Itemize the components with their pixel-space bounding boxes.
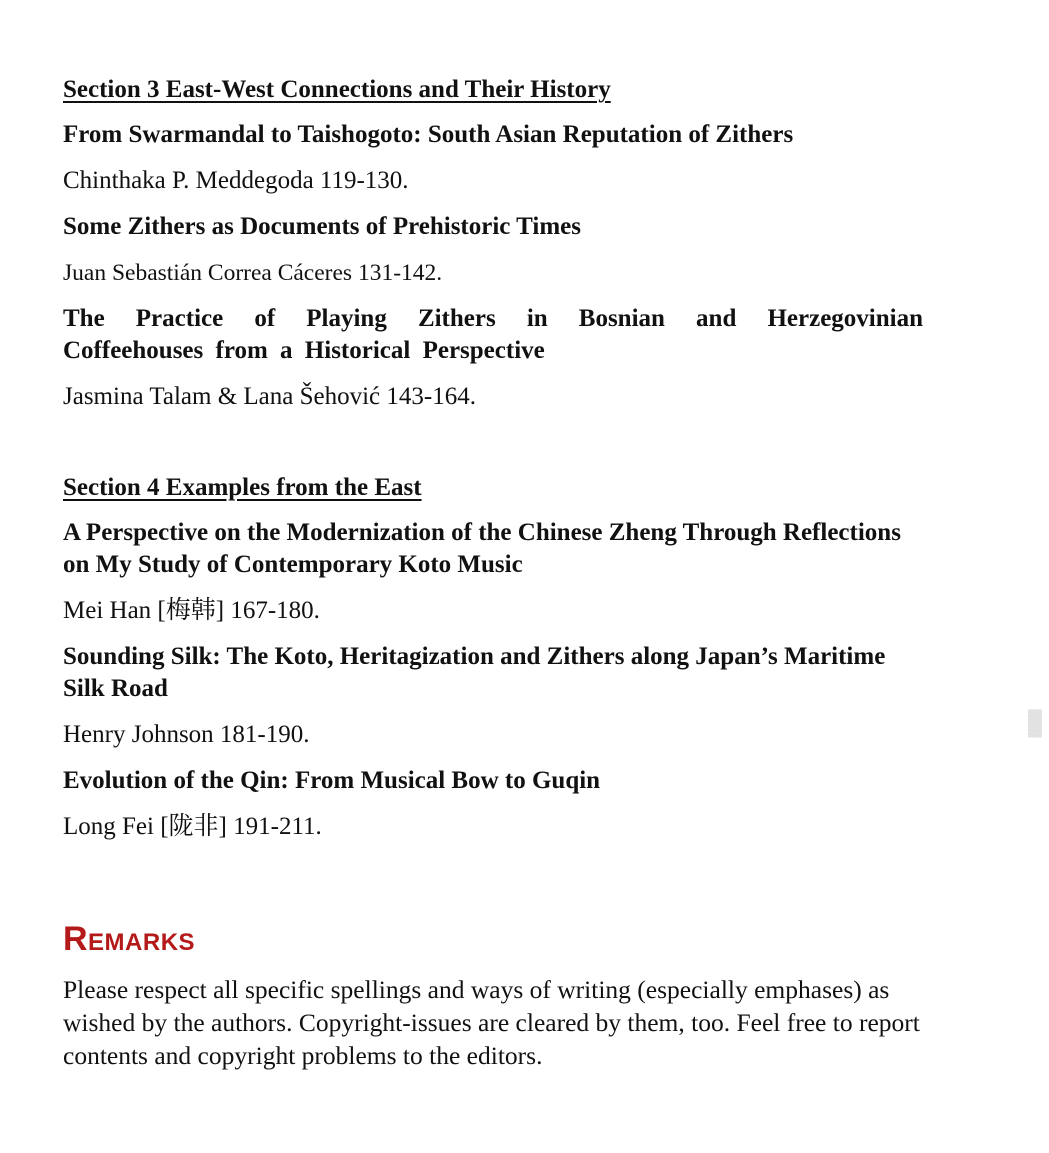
entry-authors: Juan Sebastián Correa Cáceres 131-142.: [63, 260, 443, 286]
entry-sounding-silk: [63, 641, 923, 751]
entry-swarmandal: [63, 119, 923, 197]
entry-title: The Practice of Playing Zithers in Bosnian and Herzegovinian Coffeehouses from a Historical Perspective: [63, 305, 923, 364]
entry-title: Some Zithers as Documents of Prehistoric Times: [63, 213, 582, 240]
entry-qin: [63, 765, 923, 843]
entry-title: From Swarmandal to Taishogoto: South Asian Reputation of Zithers: [63, 121, 794, 148]
section-3-heading: Section 3 East-West Connections and Their History: [63, 76, 611, 103]
entry-prehistoric: [63, 211, 923, 289]
entry-title: A Perspective on the Modernization of the Chinese Zheng Through Reflections on My Study of Contemporary Koto Music: [63, 519, 901, 578]
entry-authors: Long Fei [陇非] 191-211.: [63, 813, 322, 840]
entry-coffeehouses: [63, 303, 923, 413]
entry-title: Sounding Silk: The Koto, Heritagization and Zithers along Japan’s Maritime Silk Road: [63, 643, 886, 702]
watermark-mark: ▒▒▒▒▒▒▒▒▒▒▒▒: [1028, 710, 1042, 738]
entry-authors: Mei Han [梅韩] 167-180.: [63, 597, 320, 624]
entry-title: Evolution of the Qin: From Musical Bow to Guqin: [63, 767, 601, 794]
entry-authors: Chinthaka P. Meddegoda 119-130.: [63, 167, 409, 194]
section-4-heading: Section 4 Examples from the East: [63, 474, 422, 501]
entry-authors: Henry Johnson 181-190.: [63, 721, 310, 748]
entry-zheng: [63, 517, 923, 627]
remarks-heading: Remarks: [63, 920, 196, 958]
section-spacer: [63, 427, 923, 472]
document-page: [63, 74, 923, 1072]
section-spacer: [63, 857, 923, 919]
entry-authors: Jasmina Talam & Lana Šehović 143-164.: [63, 383, 476, 410]
remarks-text: Please respect all specific spellings and ways of writing (especially emphases) as wished by the authors. Copyright-issues are cleared by them, too. Feel free to report contents and copyright problems to the editors.: [63, 975, 920, 1070]
